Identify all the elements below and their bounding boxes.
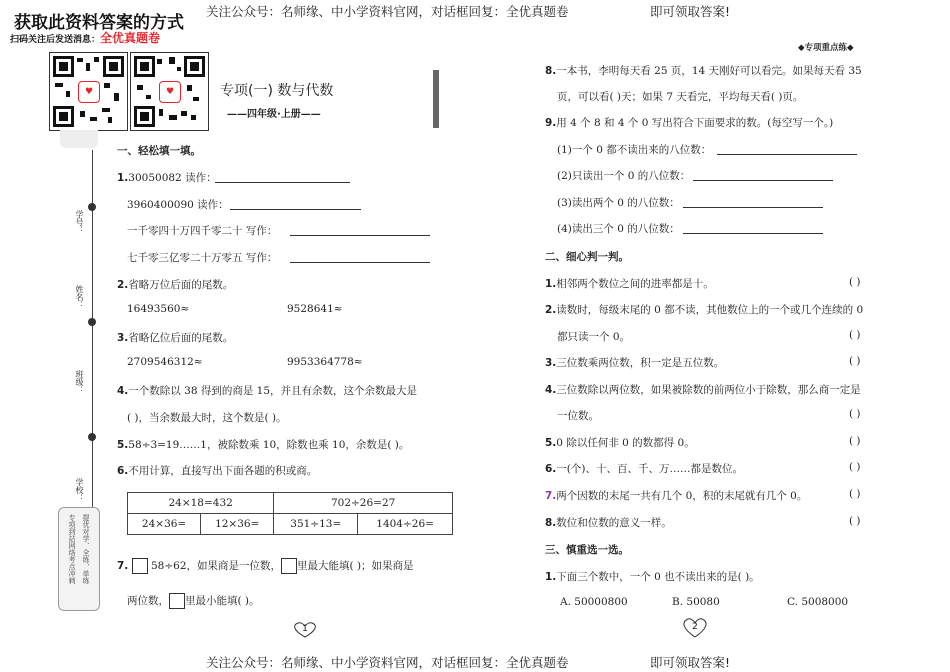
question-number: 5. xyxy=(545,437,557,449)
judge-answer-paren[interactable]: ( ) xyxy=(849,276,861,288)
top-banner-right: 即可领取答案! xyxy=(650,4,731,19)
question-number: 6. xyxy=(117,465,129,477)
question-number: 8. xyxy=(545,65,557,77)
promo-subtitle xyxy=(10,29,160,46)
question-text: 两位数， xyxy=(127,595,169,607)
question-text: 不用计算，直接写出下面各题的积或商。 xyxy=(128,465,318,477)
promo-sub-prefix: 扫码关注后发送消息： xyxy=(10,35,101,45)
table-cell: 24×18=432 xyxy=(128,493,274,514)
question-text: 一(个)、十、百、千、万……都是数位。 xyxy=(556,463,743,475)
judge-item-2 xyxy=(545,302,863,317)
answer-line[interactable] xyxy=(215,170,350,183)
choice-question-1 xyxy=(545,569,760,584)
question-9 xyxy=(545,115,833,130)
question-text: 用 4 个 8 和 4 个 0 写出符合下面要求的数。(每空写一个。) xyxy=(556,117,834,129)
question-6 xyxy=(117,463,317,478)
question-text: 0 除以任何非 0 的数都得 0。 xyxy=(556,437,695,449)
bottom-banner-text: 关注公众号：名师缘、中小学资料官网，对话框回复：全优真题卷 xyxy=(206,655,569,670)
answer-line[interactable] xyxy=(683,221,823,234)
question-number: 8. xyxy=(545,517,557,529)
question-number: 7. xyxy=(117,560,129,572)
question-text: 下面三个数中，一个 0 也不读出来的是( )。 xyxy=(556,571,760,583)
judge-item-8 xyxy=(545,515,672,530)
side-info-box xyxy=(58,507,100,611)
choice-option-b[interactable]: B. 50080 xyxy=(672,596,720,608)
student-id-label: 学号： xyxy=(75,210,84,234)
section-tag: ◆专项重点练◆ xyxy=(798,43,854,53)
question-4 xyxy=(117,383,417,398)
question-number: 1. xyxy=(545,278,557,290)
binding-hole xyxy=(88,203,96,211)
question-text: 三位数除以两位数，如果被除数的前两位小于除数，那么商一定是 xyxy=(556,384,861,396)
choice-option-c[interactable]: C. 5008000 xyxy=(787,596,849,608)
table-cell: 702÷26=27 xyxy=(274,493,453,514)
question-number: 1. xyxy=(545,571,557,583)
question-5 xyxy=(117,437,409,452)
question-2 xyxy=(117,277,233,292)
judge-answer-paren[interactable]: ( ) xyxy=(849,329,861,341)
section-judge-title: 二、细心判一判。 xyxy=(545,251,629,263)
bottom-banner-right: 即可领取答案! xyxy=(650,655,731,670)
promo-title: 获取此资料答案的方式 xyxy=(14,13,184,33)
question-text: 相邻两个数位之间的进率都是十。 xyxy=(556,278,714,290)
binding-hole xyxy=(88,318,96,326)
judge-answer-paren[interactable]: ( ) xyxy=(849,461,861,473)
question-text: 省略万位后面的尾数。 xyxy=(128,279,234,291)
question-text: 三位数乘两位数，积一定是五位数。 xyxy=(556,357,725,369)
qr-code-icon[interactable] xyxy=(130,52,209,131)
judge-item-6 xyxy=(545,461,743,476)
question-2b: 9528641≈ xyxy=(287,303,343,315)
question-text: 58÷3=19……1，被除数乘 10，除数也乘 10，余数是( )。 xyxy=(128,439,410,451)
judge-item-4 xyxy=(545,382,861,397)
answer-line[interactable] xyxy=(717,142,857,155)
student-name-label: 姓名： xyxy=(75,285,84,309)
page-number-left xyxy=(290,621,320,642)
blank-box[interactable] xyxy=(281,558,297,574)
question-number: 6. xyxy=(545,463,557,475)
judge-answer-paren[interactable]: ( ) xyxy=(849,435,861,447)
question-number: 2. xyxy=(545,304,557,316)
heart-logo-icon: ♥ xyxy=(78,81,100,103)
blank-box[interactable] xyxy=(132,558,148,574)
question-text: 里最大能填( )；如果商是 xyxy=(297,560,414,572)
question-4-line2: ( )，当余数最大时，这个数是( )。 xyxy=(127,412,287,424)
question-2a: 16493560≈ xyxy=(127,303,190,315)
question-number: 9. xyxy=(545,117,557,129)
table-cell[interactable]: 24×36= xyxy=(128,514,201,535)
page-number-right xyxy=(680,617,710,642)
side-box-line: 专项到站网络考点冲刺 xyxy=(68,514,76,584)
question-8 xyxy=(545,63,862,78)
page-number: 2 xyxy=(692,622,698,632)
calc-table xyxy=(127,492,453,535)
judge-item-7 xyxy=(545,488,807,503)
question-9-item: (1)一个 0 都不读出来的八位数： xyxy=(557,144,712,156)
question-text: 数位和位数的意义一样。 xyxy=(556,517,672,529)
question-9-item: (4)读出三个 0 的八位数： xyxy=(557,223,680,235)
question-3a: 2709546312≈ xyxy=(127,356,203,368)
table-cell[interactable]: 12×36= xyxy=(201,514,274,535)
question-9-item: (3)读出两个 0 的八位数： xyxy=(557,197,680,209)
question-text: 两个因数的末尾一共有几个 0，积的末尾就有几个 0。 xyxy=(556,490,808,502)
question-text: 一个数除以 38 得到的商是 15，并且有余数，这个余数最大是 xyxy=(128,385,418,397)
answer-line[interactable] xyxy=(230,197,361,210)
question-text: 读数时，每级末尾的 0 都不读，其他数位上的一个或几个连续的 0 xyxy=(556,304,864,316)
question-7 xyxy=(117,558,414,574)
judge-answer-paren[interactable]: ( ) xyxy=(849,488,861,500)
answer-line[interactable] xyxy=(290,223,430,236)
class-label: 班级： xyxy=(75,370,84,394)
question-number: 3. xyxy=(117,332,129,344)
school-label: 学校： xyxy=(75,478,84,502)
answer-line[interactable] xyxy=(683,195,823,208)
promo-keyword: 全优真题卷 xyxy=(100,31,161,45)
judge-answer-paren[interactable]: ( ) xyxy=(849,355,861,367)
answer-line[interactable] xyxy=(693,168,833,181)
judge-answer-paren[interactable]: ( ) xyxy=(849,515,861,527)
question-number: 4. xyxy=(117,385,129,397)
question-8-line2: 页，可以看( )天；如果 7 天看完，平均每天看( )页。 xyxy=(557,91,804,103)
judge-answer-paren[interactable]: ( ) xyxy=(849,408,861,420)
heart-logo-icon: ♥ xyxy=(159,81,181,103)
question-text: 里最小能填( )。 xyxy=(185,595,260,607)
table-cell[interactable]: 1404÷26= xyxy=(358,514,453,535)
side-box-line: 提优对学、全练、单练 xyxy=(82,514,90,584)
question-3b: 9953364778≈ xyxy=(287,356,363,368)
question-number: 4. xyxy=(545,384,557,396)
question-text: 58÷62，如果商是一位数， xyxy=(150,560,282,572)
blank-box[interactable] xyxy=(169,593,185,609)
judge-item-4-line2: 一位数。 xyxy=(557,410,599,422)
answer-line[interactable] xyxy=(290,250,430,263)
question-1c: 一千零四十万四千零二十 写作： xyxy=(127,225,278,237)
question-number: 1. xyxy=(117,172,129,184)
qr-code-icon[interactable] xyxy=(49,52,128,131)
question-text: 30050082 读作： xyxy=(128,172,217,184)
judge-item-5 xyxy=(545,435,695,450)
question-1b: 3960400090 读作： xyxy=(127,199,229,211)
question-1a xyxy=(117,170,217,185)
page-number: 1 xyxy=(302,624,308,634)
grade-label: ——四年级·上册—— xyxy=(227,109,321,120)
binding-hole xyxy=(88,433,96,441)
question-text: 省略亿位后面的尾数。 xyxy=(128,332,234,344)
section-fill-title: 一、轻松填一填。 xyxy=(117,145,201,157)
question-1d: 七千零三亿零二十万零五 写作： xyxy=(127,252,278,264)
judge-item-2-line2: 都只读一个 0。 xyxy=(557,331,631,343)
question-number: 7. xyxy=(545,490,557,502)
question-3 xyxy=(117,330,233,345)
top-banner-text: 关注公众号：名师缘、中小学资料官网，对话框回复：全优真题卷 xyxy=(206,4,569,19)
binding-tab xyxy=(60,130,98,148)
question-number: 3. xyxy=(545,357,557,369)
question-9-item: (2)只读出一个 0 的八位数： xyxy=(557,170,691,182)
section-choice-title: 三、慎重选一选。 xyxy=(545,544,629,556)
question-7-line2 xyxy=(127,593,260,609)
question-text: 一本书，李明每天看 25 页，14 天刚好可以看完。如果每天看 35 xyxy=(556,65,862,77)
choice-option-a[interactable]: A. 50000800 xyxy=(560,596,628,608)
topic-title: 专项(一) 数与代数 xyxy=(220,83,334,99)
judge-item-1 xyxy=(545,276,714,291)
judge-item-3 xyxy=(545,355,724,370)
question-number: 5. xyxy=(117,439,129,451)
table-cell[interactable]: 351÷13= xyxy=(274,514,358,535)
question-number: 2. xyxy=(117,279,129,291)
